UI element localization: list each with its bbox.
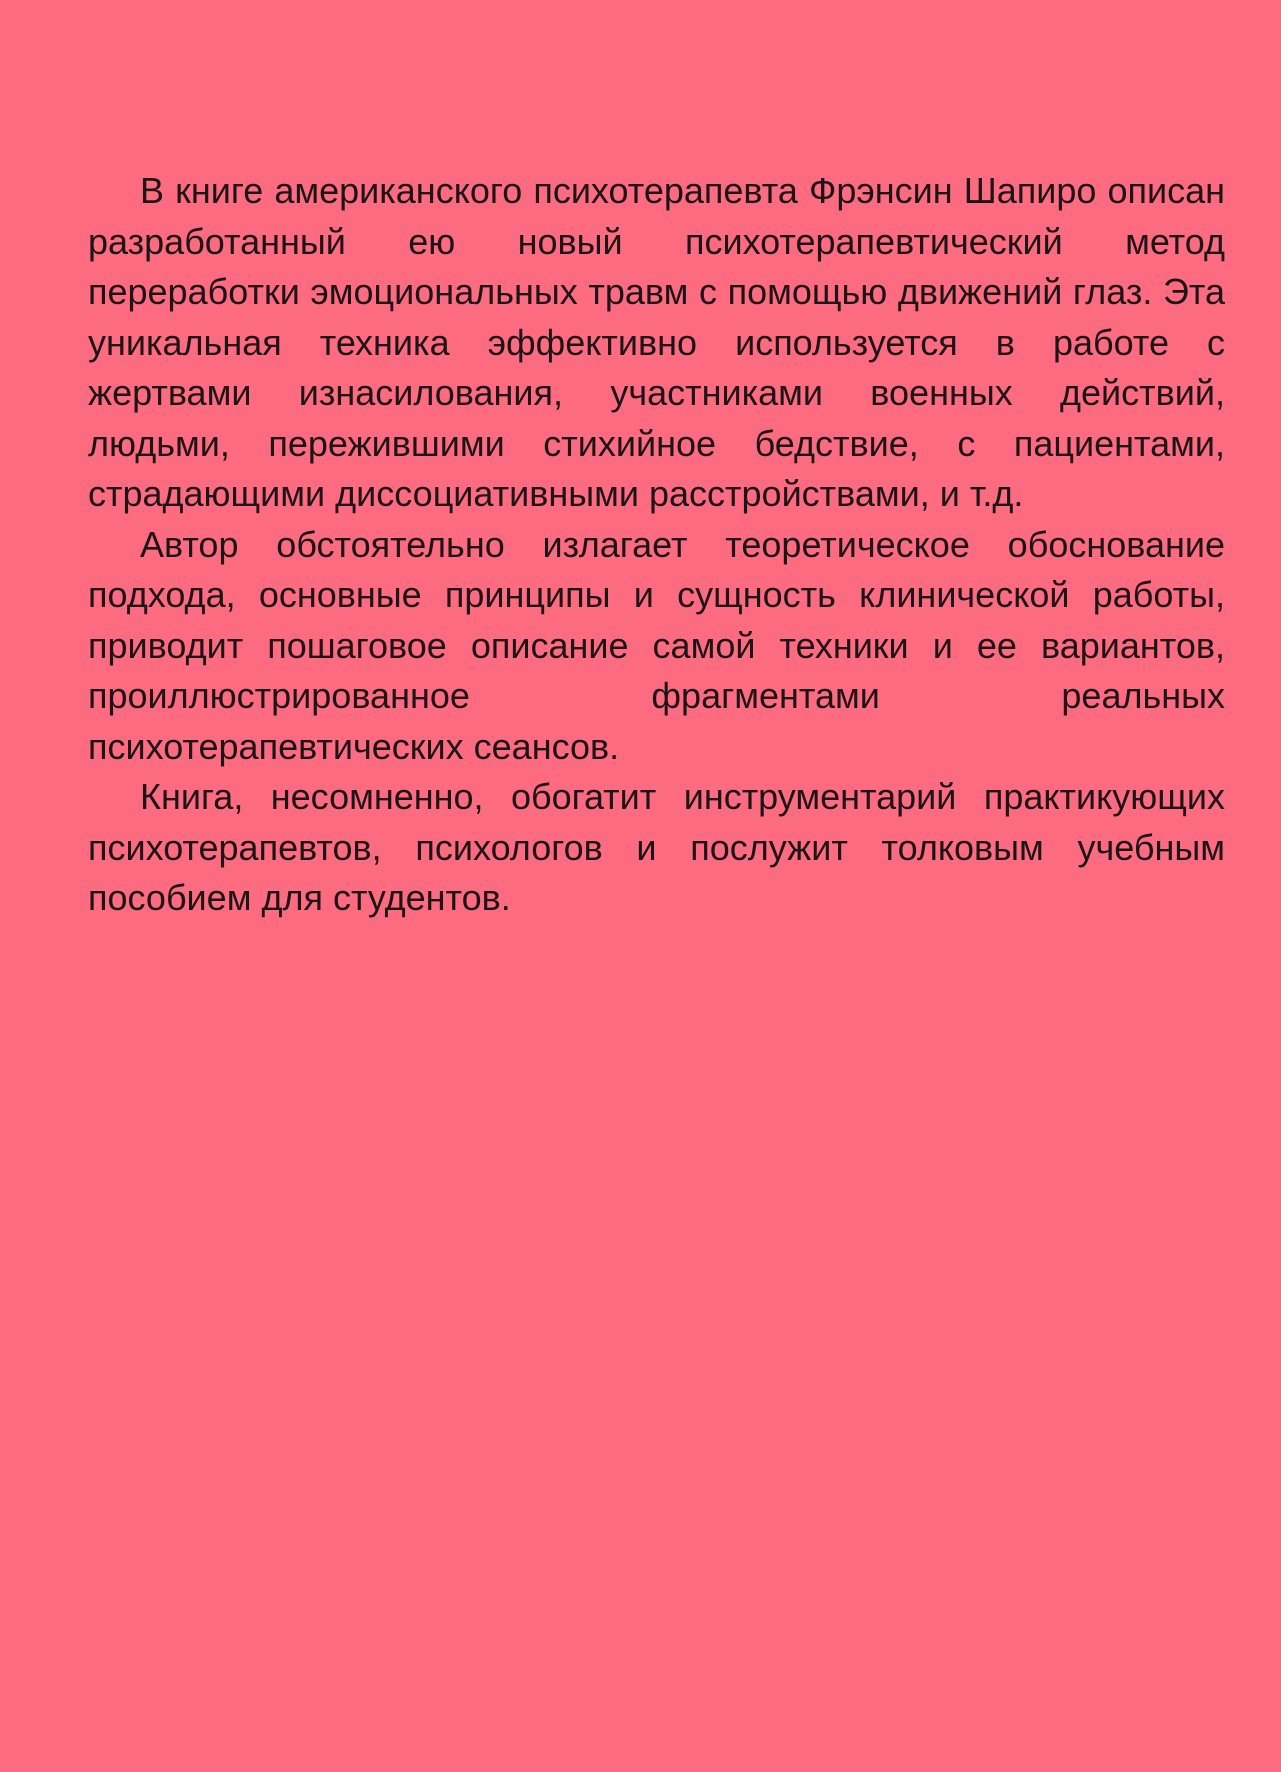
paragraph-2: Автор обстоятельно излагает теоретическое обоснование подхода, основные принципы и сущность клинической работы, приводит пошаговое описание самой техники и ее вариантов, проиллюстрированное фрагментами реальных психотерапевтических сеансов. xyxy=(88,523,1225,767)
annotation-text xyxy=(88,166,1225,924)
paragraph-1: В книге американского психотерапевта Фрэнсин Шапиро описан разработанный ею новый психотерапевтический метод переработки эмоциональных травм с помощью движений глаз. Эта уникальная техника эффективно используется в работе с жертвами изнасилования, участниками военных действий, людьми, пережившими стихийное бедствие, с пациентами, страдающими диссоциативными расстройствами, и т.д. xyxy=(88,170,1225,514)
paragraph-3: Книга, несомненно, обогатит инструментарий практикующих психотерапевтов, психологов и послужит толковым учебным пособием для студентов. xyxy=(88,776,1225,918)
